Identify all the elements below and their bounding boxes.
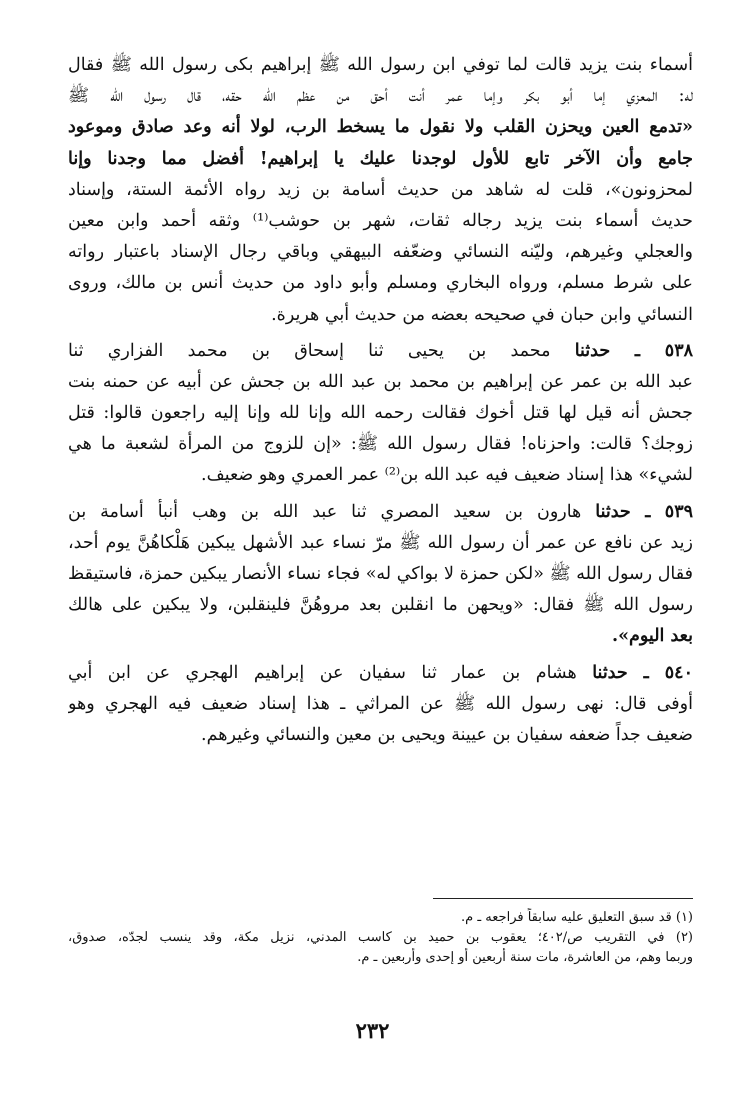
line-text: هارون بن سعيد المصري ثنا عبد الله بن وهب أنبأ أسامة بن (68, 501, 596, 522)
text-line: عبد الله بن عمر عن إبراهيم بن محمد بن عبد الله بن جحش عن أبيه عن حمنه بنت (68, 371, 693, 392)
text-line: والعجلي وغيرهم، وليّنه النسائي وضعّفه البيهقي وباقي رجال الإسناد باعتبار رواته (68, 242, 693, 263)
text-line: له: المعزي إما أبو بكر وإما عمر أنت أحق من عظم الله حقه، قال رسول الله ﷺ (68, 86, 693, 107)
footnote-1: (١) قد سبق التعليق عليه سابقاً فراجعه ـ م. (461, 910, 693, 925)
text-line: أسماء بنت يزيد قالت لما توفي ابن رسول الله ﷺ إبراهيم بكى رسول الله ﷺ فقال (68, 55, 693, 75)
text-line: «تدمع العين ويحزن القلب ولا نقول ما يسخط الرب، لولا أنه وعد صادق وموعود (68, 117, 693, 138)
text-line: على شرط مسلم، ورواه البخاري ومسلم وأبو داود من حديث أنس بن مالك، وروى (68, 273, 693, 294)
text-line: لمحزونون»، قلت له شاهد من حديث أسامة بن زيد رواه الأئمة الستة، وإسناد (68, 179, 693, 200)
text-line: جامع وأن الآخر تابع للأول لوجدنا عليك يا إبراهيم! أفضل مما وجدنا وإنا (68, 148, 693, 169)
text-line: رسول الله ﷺ فقال: «ويحهن ما انقلبن بعد مروهُنَّ فلينقلبن، ولا يبكين على هالك (68, 595, 693, 616)
text-line: زوجك؟ قالت: واحزناه! فقال رسول الله ﷺ: «إن للزوج من المرأة لشعبة ما هي (68, 434, 693, 455)
text-line (68, 497, 693, 528)
text-line: النسائي وابن حبان في صحيحه بعضه من حديث أبي هريرة. (271, 304, 693, 325)
footnote-separator (433, 898, 693, 899)
footnotes-section (68, 898, 693, 968)
hadith-number: ٥٣٨ ـ حدثنا (574, 340, 693, 361)
text-line: زيد عن نافع عن عمر أن رسول الله ﷺ مرّ نساء عبد الأشهل يبكين هَلْكاهُنَّ يوم أحد، (68, 532, 693, 553)
text-line: أوفى قال: نهى رسول الله ﷺ عن المراثي ـ هذا إسناد ضعيف فيه الهجري وهو (68, 693, 693, 714)
line-text: محمد بن يحيى ثنا إسحاق بن محمد الفزاري ثنا (68, 340, 575, 361)
line-text: هشام بن عمار ثنا سفيان عن إبراهيم الهجري عن ابن أبي (68, 662, 593, 683)
text-line: جحش أنه قيل لها قتل أخوك فقالت رحمه الله وإنا لله وإنا إليه راجعون قالوا: قتل (68, 403, 693, 424)
page-body (68, 50, 693, 751)
text-line: فقال رسول الله ﷺ «لكن حمزة لا بواكي له» فجاء نساء الأنصار يبكين حمزة، فاستيقظ (68, 564, 693, 584)
text-line: ضعيف جداً ضعفه سفيان بن عيينة ويحيى بن معين والنسائي وغيرهم. (201, 724, 693, 745)
hadith-number: ٥٤٠ ـ حدثنا (592, 662, 693, 683)
text-line: حديث أسماء بنت يزيد رجاله ثقات، شهر بن حوشب⁽¹⁾ وثقه أحمد وابن معين (68, 210, 693, 231)
text-line (68, 658, 693, 689)
footnote-2: (٢) في التقريب ص/٤٠٢؛ يعقوب بن حميد بن كاسب المدني، نزيل مكة، وقد ينسب لجدّه، صدوق، (68, 930, 693, 945)
footnote-2-continued: وربما وهم، من العاشرة، مات سنة أربعين أو إحدى وأربعين ـ م. (357, 950, 693, 965)
text-line: لشيء» هذا إسناد ضعيف فيه عبد الله بن⁽²⁾ عمر العمري وهو ضعيف. (201, 465, 693, 486)
text-line: بعد اليوم». (612, 626, 693, 647)
page-number: ٢٣٢ (355, 1018, 390, 1043)
hadith-number: ٥٣٩ ـ حدثنا (595, 501, 693, 522)
text-line (68, 336, 693, 367)
